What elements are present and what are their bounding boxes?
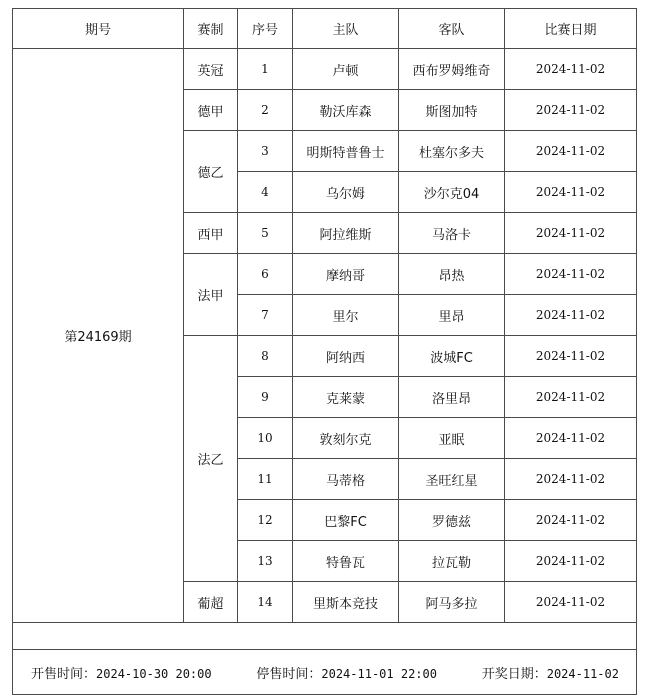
home-team-cell: 克莱蒙 (293, 377, 399, 418)
empty-cell (13, 623, 637, 650)
league-cell: 西甲 (184, 213, 238, 254)
seq-cell: 5 (238, 213, 293, 254)
home-team-cell: 里尔 (293, 295, 399, 336)
seq-cell: 10 (238, 418, 293, 459)
sale-start (31, 663, 212, 682)
home-team-cell: 阿拉维斯 (293, 213, 399, 254)
header-home-team: 主队 (293, 9, 399, 49)
header-match-date: 比赛日期 (505, 9, 637, 49)
match-date-cell: 2024-11-02 (505, 49, 637, 90)
match-date-cell: 2024-11-02 (505, 459, 637, 500)
league-cell: 德乙 (184, 131, 238, 213)
sale-start-label: 开售时间： (31, 666, 97, 682)
home-team-cell: 明斯特普鲁士 (293, 131, 399, 172)
away-team-cell: 沙尔克04 (399, 172, 505, 213)
home-team-cell: 马蒂格 (293, 459, 399, 500)
home-team-cell: 特鲁瓦 (293, 541, 399, 582)
draw-date (482, 663, 619, 682)
sale-stop-time: 2024-11-01 22:00 (321, 666, 437, 681)
seq-cell: 9 (238, 377, 293, 418)
seq-cell: 1 (238, 49, 293, 90)
header-issue: 期号 (13, 9, 184, 49)
footer-row (13, 650, 637, 695)
issue-number-cell: 第24169期 (13, 49, 184, 623)
home-team-cell: 乌尔姆 (293, 172, 399, 213)
match-date-cell: 2024-11-02 (505, 500, 637, 541)
seq-cell: 11 (238, 459, 293, 500)
home-team-cell: 里斯本竞技 (293, 582, 399, 623)
away-team-cell: 波城FC (399, 336, 505, 377)
match-date-cell: 2024-11-02 (505, 131, 637, 172)
match-date-cell: 2024-11-02 (505, 582, 637, 623)
league-cell: 葡超 (184, 582, 238, 623)
header-seq: 序号 (238, 9, 293, 49)
seq-cell: 13 (238, 541, 293, 582)
match-date-cell: 2024-11-02 (505, 541, 637, 582)
spacer-row (13, 623, 637, 650)
sale-stop-label: 停售时间： (256, 666, 322, 682)
away-team-cell: 马洛卡 (399, 213, 505, 254)
away-team-cell: 圣旺红星 (399, 459, 505, 500)
away-team-cell: 杜塞尔多夫 (399, 131, 505, 172)
match-date-cell: 2024-11-02 (505, 172, 637, 213)
table-row (13, 49, 637, 90)
away-team-cell: 拉瓦勒 (399, 541, 505, 582)
away-team-cell: 亚眠 (399, 418, 505, 459)
away-team-cell: 里昂 (399, 295, 505, 336)
match-date-cell: 2024-11-02 (505, 254, 637, 295)
match-date-cell: 2024-11-02 (505, 90, 637, 131)
league-cell: 法乙 (184, 336, 238, 582)
away-team-cell: 洛里昂 (399, 377, 505, 418)
seq-cell: 6 (238, 254, 293, 295)
away-team-cell: 昂热 (399, 254, 505, 295)
seq-cell: 2 (238, 90, 293, 131)
seq-cell: 12 (238, 500, 293, 541)
match-date-cell: 2024-11-02 (505, 377, 637, 418)
home-team-cell: 敦刻尔克 (293, 418, 399, 459)
match-date-cell: 2024-11-02 (505, 336, 637, 377)
header-row (13, 9, 637, 49)
match-date-cell: 2024-11-02 (505, 213, 637, 254)
match-schedule-table (12, 8, 637, 695)
away-team-cell: 西布罗姆维奇 (399, 49, 505, 90)
match-date-cell: 2024-11-02 (505, 418, 637, 459)
sale-stop (256, 663, 437, 682)
away-team-cell: 罗德兹 (399, 500, 505, 541)
header-away-team: 客队 (399, 9, 505, 49)
home-team-cell: 巴黎FC (293, 500, 399, 541)
seq-cell: 8 (238, 336, 293, 377)
home-team-cell: 勒沃库森 (293, 90, 399, 131)
league-cell: 法甲 (184, 254, 238, 336)
home-team-cell: 摩纳哥 (293, 254, 399, 295)
draw-date-value: 2024-11-02 (546, 666, 619, 681)
footer-cell (13, 650, 637, 695)
home-team-cell: 阿纳西 (293, 336, 399, 377)
draw-date-label: 开奖日期： (481, 666, 547, 682)
home-team-cell: 卢顿 (293, 49, 399, 90)
sale-start-time: 2024-10-30 20:00 (96, 666, 212, 681)
seq-cell: 4 (238, 172, 293, 213)
away-team-cell: 阿马多拉 (399, 582, 505, 623)
seq-cell: 14 (238, 582, 293, 623)
sale-info (13, 663, 636, 682)
league-cell: 英冠 (184, 49, 238, 90)
match-date-cell: 2024-11-02 (505, 295, 637, 336)
seq-cell: 7 (238, 295, 293, 336)
seq-cell: 3 (238, 131, 293, 172)
header-competition: 赛制 (184, 9, 238, 49)
away-team-cell: 斯图加特 (399, 90, 505, 131)
league-cell: 德甲 (184, 90, 238, 131)
